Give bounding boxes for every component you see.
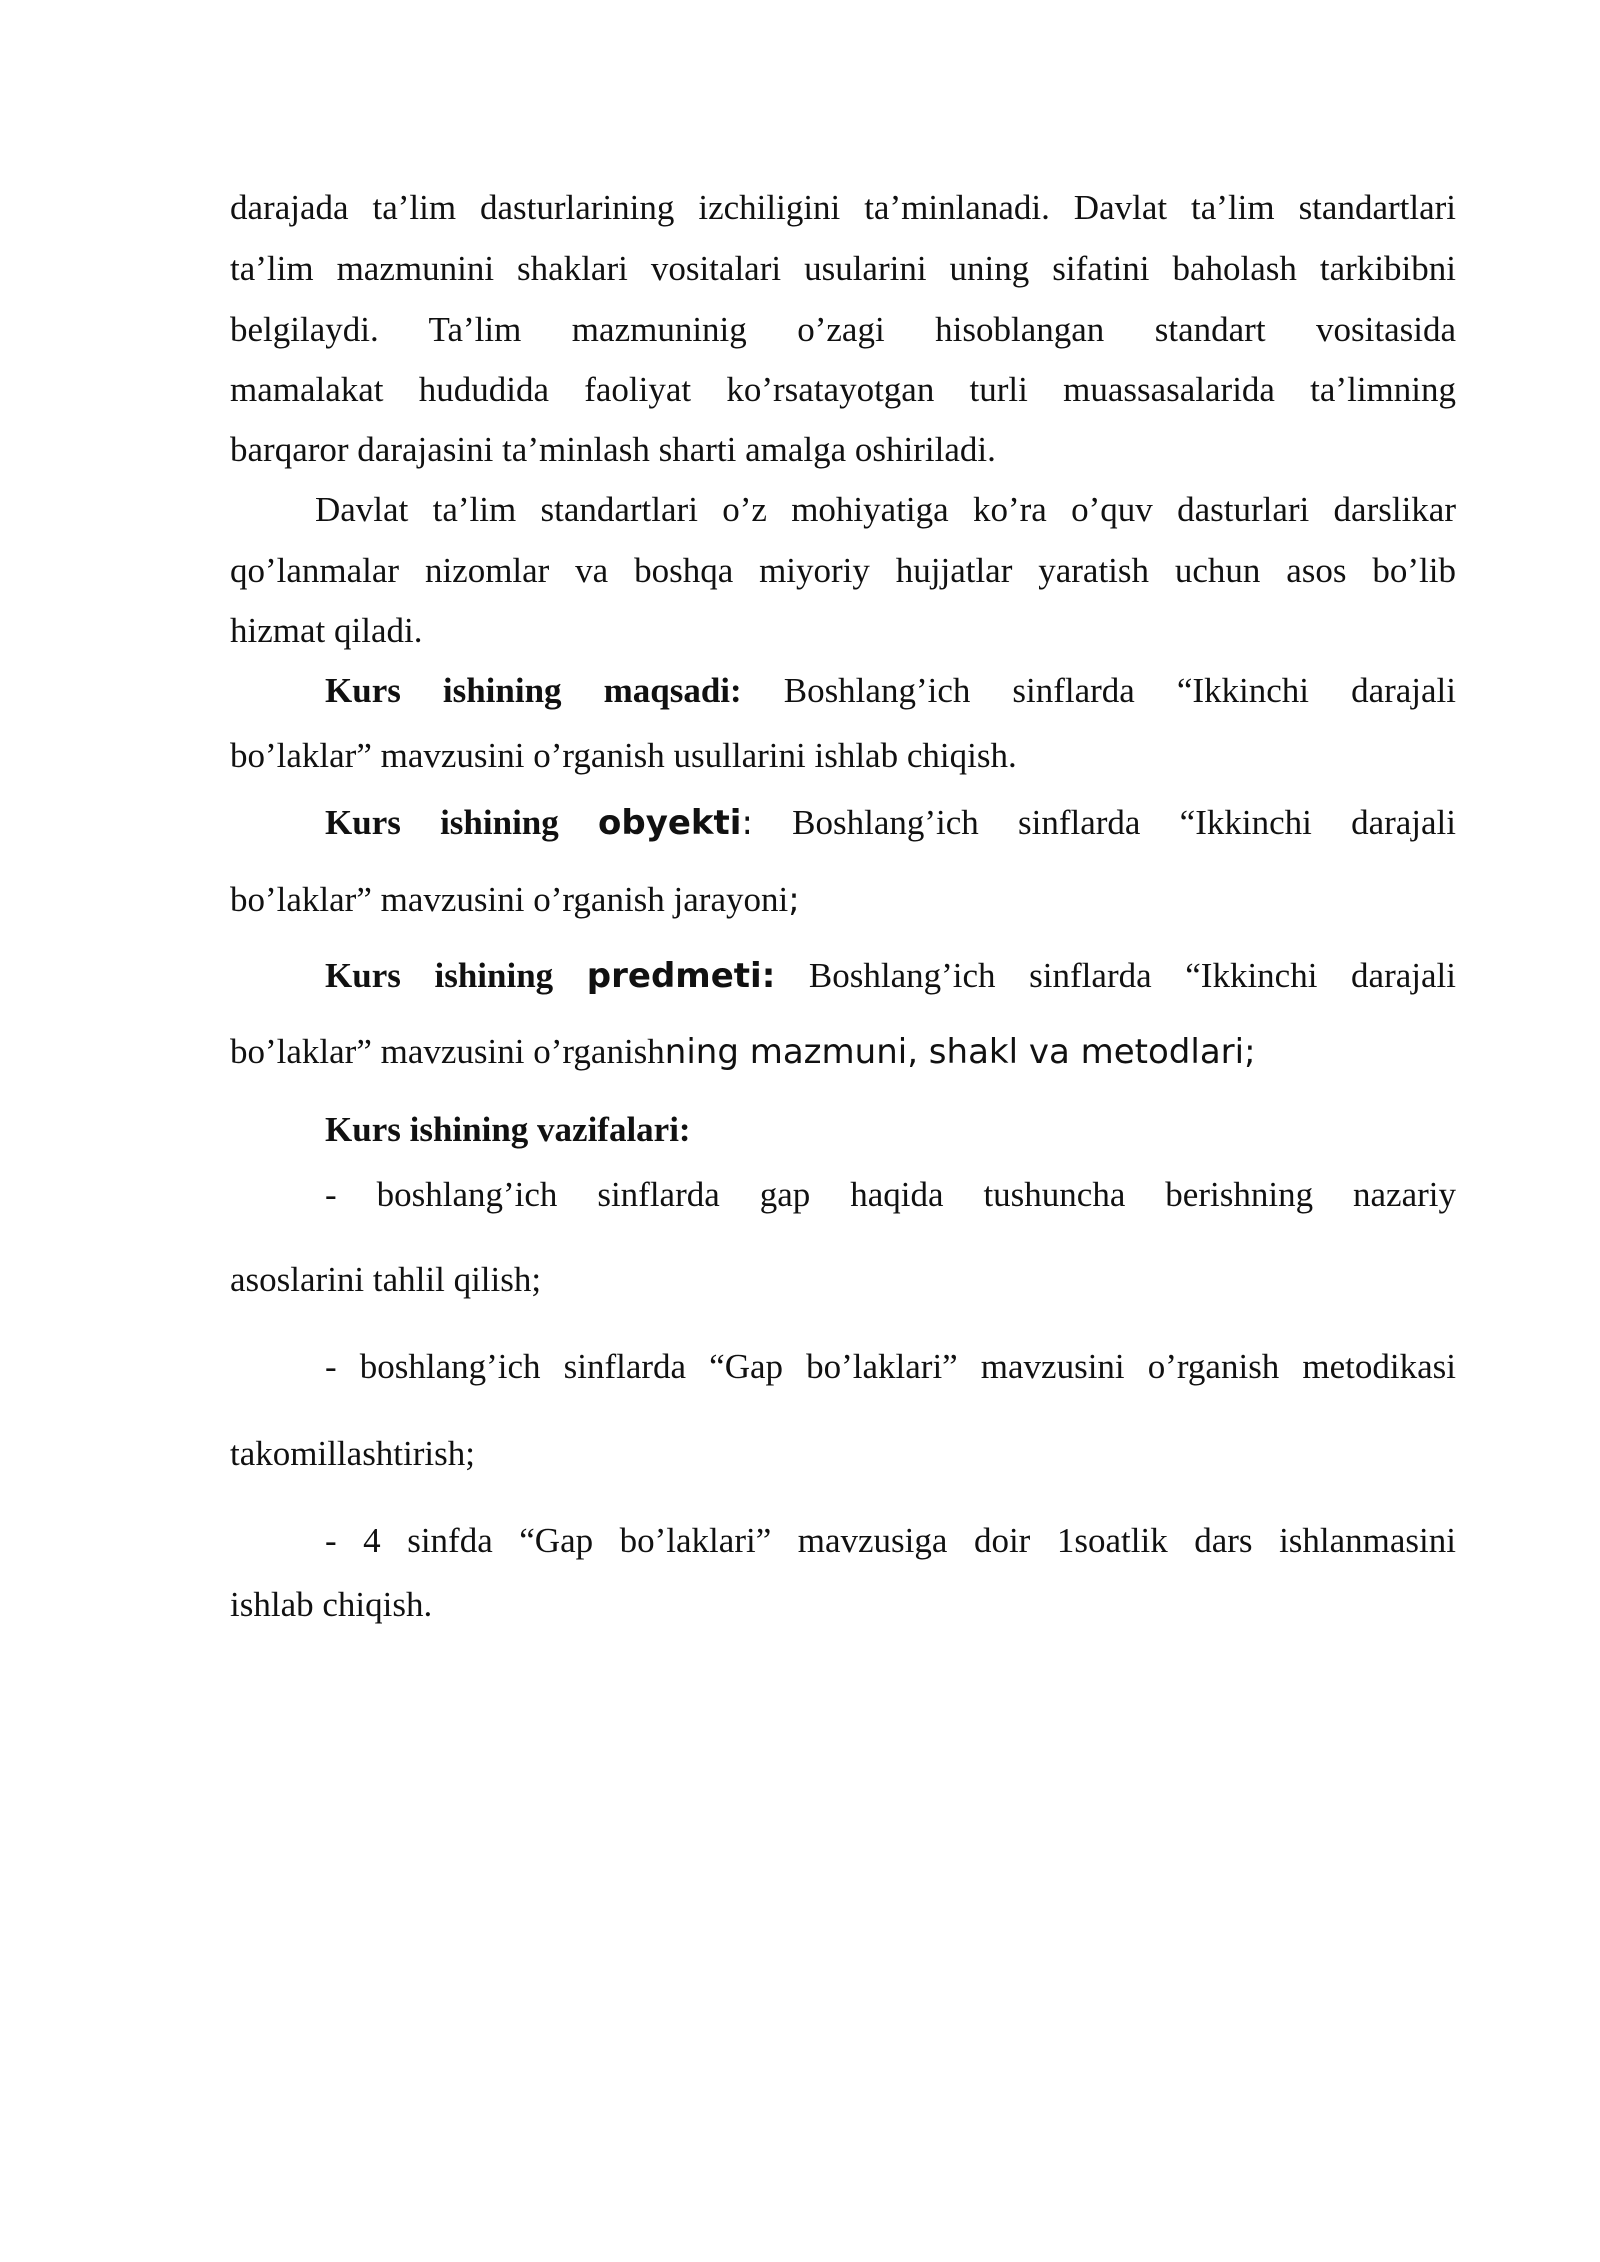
object-text-sans: ; bbox=[788, 880, 800, 920]
subject-label bbox=[325, 956, 775, 995]
object-text: Boshlang’ich sinflarda “Ikkinchi darajali bbox=[792, 803, 1457, 842]
paragraph-line: belgilaydi. Ta’lim mazmuninig o’zagi hisoblangan standart vositasida bbox=[230, 310, 1456, 349]
object-colon: : bbox=[741, 803, 753, 843]
subject-label-serif: Kurs ishining bbox=[325, 956, 554, 995]
subject-text: Boshlang’ich sinflarda “Ikkinchi darajali bbox=[808, 956, 1456, 995]
paragraph-line: hizmat qiladi. bbox=[230, 611, 423, 650]
goal-label: Kurs ishining maqsadi: bbox=[325, 671, 742, 710]
object-line bbox=[230, 803, 1456, 843]
goal-line bbox=[230, 671, 1456, 711]
goal-text-line2: bo’laklar” mavzusini o’rganish usullarini ishlab chiqish. bbox=[230, 736, 1017, 775]
subject-text-line2 bbox=[230, 1032, 1456, 1072]
tasks-heading: Kurs ishining vazifalari: bbox=[325, 1110, 691, 1149]
task-item-line2: takomillashtirish; bbox=[230, 1434, 475, 1473]
object-label-serif: Kurs ishining bbox=[325, 803, 559, 842]
paragraph-line: ta’lim mazmunini shaklari vositalari usularini uning sifatini baholash tarkibibni bbox=[230, 249, 1456, 288]
task-item-line1: - boshlang’ich sinflarda gap haqida tushuncha berishning nazariy bbox=[325, 1175, 1456, 1214]
subject-text-serif: bo’laklar” mavzusini o’rganish bbox=[230, 1032, 665, 1071]
subject-label-sans: predmeti: bbox=[586, 956, 776, 996]
object-text-serif: bo’laklar” mavzusini o’rganish jarayoni bbox=[230, 880, 789, 919]
paragraph-line: darajada ta’lim dasturlarining izchiligini ta’minlanadi. Davlat ta’lim standartlari bbox=[230, 188, 1456, 227]
object-text-line2 bbox=[230, 880, 1456, 920]
subject-text-sans: ning mazmuni, shakl va metodlari; bbox=[664, 1032, 1256, 1072]
paragraph-line: Davlat ta’lim standartlari o’z mohiyatiga ko’ra o’quv dasturlari darslikar bbox=[315, 490, 1456, 529]
task-item-line1: - boshlang’ich sinflarda “Gap bo’laklari” mavzusini o’rganish metodikasi bbox=[325, 1347, 1456, 1386]
object-label bbox=[325, 803, 753, 842]
goal-text: Boshlang’ich sinflarda “Ikkinchi darajali bbox=[783, 671, 1456, 710]
task-item-line2: ishlab chiqish. bbox=[230, 1585, 433, 1624]
paragraph-line: barqaror darajasini ta’minlash sharti amalga oshiriladi. bbox=[230, 430, 996, 469]
subject-line bbox=[230, 956, 1456, 996]
task-item-line1: - 4 sinfda “Gap bo’laklari” mavzusiga doir 1soatlik dars ishlanmasini bbox=[325, 1521, 1456, 1560]
paragraph-line: mamalakat hududida faoliyat ko’rsatayotgan turli muassasalarida ta’limning bbox=[230, 370, 1456, 409]
task-item-line2: asoslarini tahlil qilish; bbox=[230, 1260, 542, 1299]
paragraph-line: qo’lanmalar nizomlar va boshqa miyoriy hujjatlar yaratish uchun asos bo’lib bbox=[230, 551, 1456, 590]
object-label-sans: obyekti bbox=[598, 803, 742, 843]
